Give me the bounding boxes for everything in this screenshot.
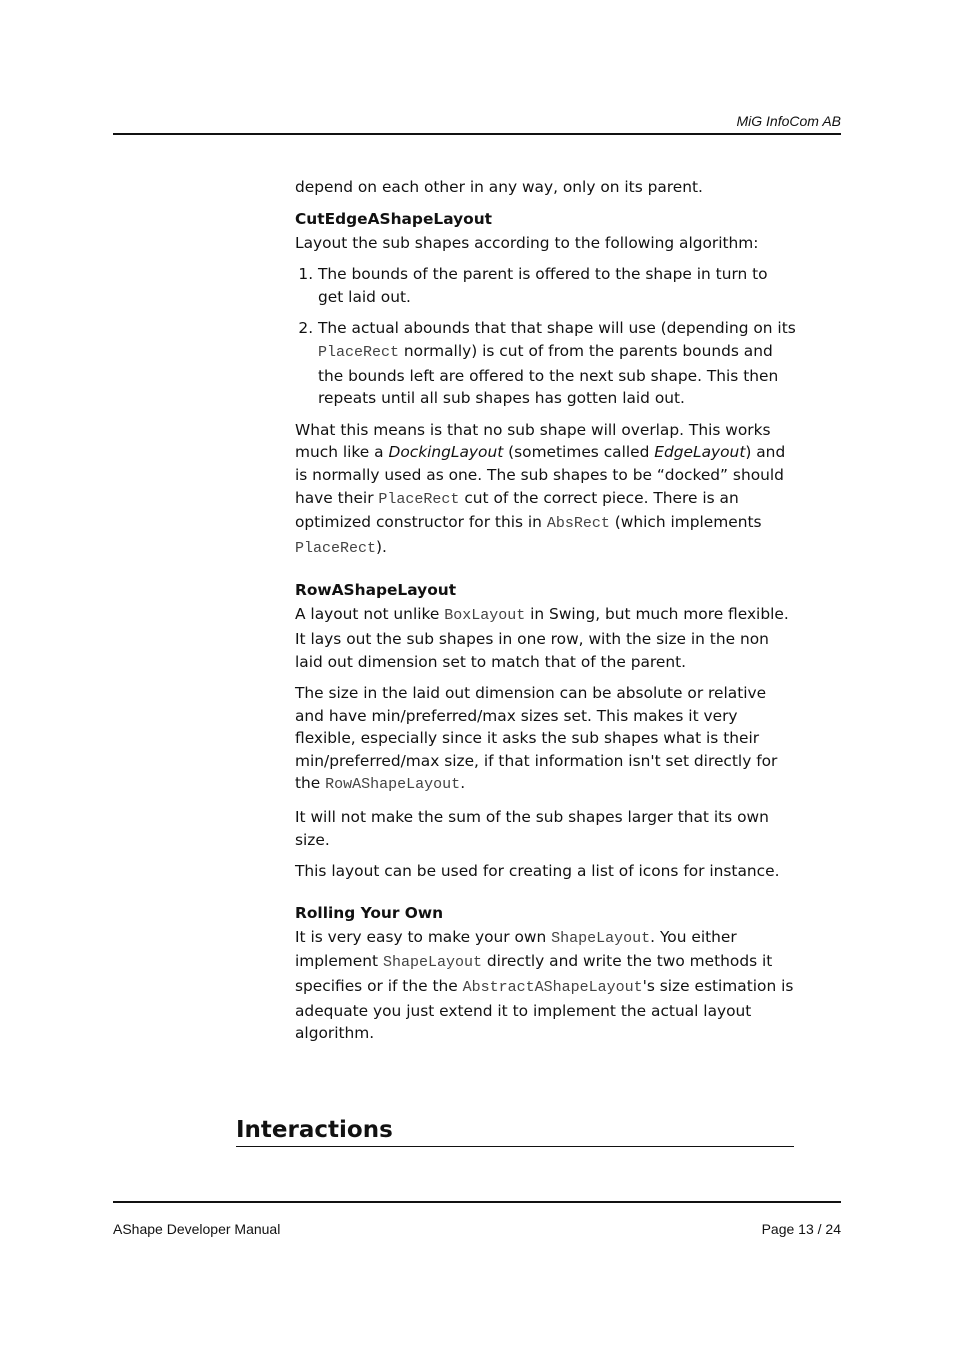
rolling-heading: Rolling Your Own (295, 903, 444, 922)
edge-layout-term: EdgeLayout (654, 443, 746, 462)
code-shapelayout: ShapeLayout (382, 954, 482, 972)
text-run: (which implements (609, 513, 762, 532)
cutedge-heading: CutEdgeAShapeLayout (295, 209, 493, 228)
code-rowashapelayout: RowAShapeLayout (325, 776, 461, 794)
row-paragraph-3: It will not make the sum of the sub shapes larger that its own size. (295, 808, 769, 849)
header-rule (113, 133, 841, 135)
cutedge-steps (295, 263, 797, 410)
text-run: . You either implement (295, 927, 737, 971)
cutedge-lead: Layout the sub shapes according to the following algorithm: (295, 233, 759, 252)
footer-page-number: Page 13 / 24 (761, 1221, 841, 1237)
text-run: ). (376, 537, 387, 556)
row-paragraph-1 (295, 603, 797, 673)
row-heading: RowAShapeLayout (295, 581, 457, 600)
text-run: (sometimes called (503, 443, 655, 462)
text-run: directly and write the two methods it specifies or if the the (295, 952, 773, 996)
text-run: ) and is normally used as one. The sub shapes to be “docked” should have their (295, 443, 786, 507)
footer-doc-title: AShape Developer Manual (113, 1221, 281, 1237)
code-placerect: PlaceRect (378, 490, 460, 508)
code-placerect: PlaceRect (318, 343, 400, 361)
header-company: MiG InfoCom AB (736, 113, 841, 129)
code-boxlayout: BoxLayout (444, 607, 526, 625)
section-heading: Interactions (236, 1115, 794, 1147)
text-run: What this means is that no sub shape will overlap. This works much like a (295, 420, 771, 462)
code-placerect: PlaceRect (295, 539, 377, 557)
text-run: . (460, 774, 466, 793)
text-run: normally) is cut of from the parents bounds and the bounds left are offered to the next sub shape. This then repeats until all sub shapes has gotten laid out. (318, 341, 779, 408)
cutedge-step-2 (318, 317, 797, 409)
docking-layout-term: DockingLayout (388, 443, 504, 462)
text-run: A layout not unlike (295, 605, 445, 624)
text-run: It is very easy to make your own (295, 927, 552, 946)
row-paragraph-2 (295, 682, 797, 797)
cutedge-step-1: 1. The bounds of the parent is offered to the shape in turn to get laid out. (318, 263, 797, 308)
code-abstractashapelayout: AbstractAShapeLayout (462, 979, 643, 997)
cutedge-paragraph (295, 419, 797, 561)
page-content (295, 176, 797, 1054)
row-paragraph-4: This layout can be used for creating a list of icons for instance. (295, 862, 780, 881)
footer-rule (113, 1201, 841, 1203)
code-shapelayout: ShapeLayout (551, 929, 651, 947)
text-run: The size in the laid out dimension can be absolute or relative and have min/preferred/max sizes set. This makes it very flexible, especially since it asks the sub shapes what is their min/preferred/max size, if that information isn't set directly for the (295, 684, 778, 793)
intro-text: depend on each other in any way, only on its parent. (295, 178, 703, 196)
rolling-paragraph (295, 926, 797, 1045)
text-run: cut of the correct piece. There is an optimized constructor for this in (295, 488, 739, 532)
text-run: The actual abounds that that shape will use (depending on its (318, 319, 796, 338)
code-absrect: AbsRect (546, 515, 610, 533)
text-run: in Swing, but much more flexible. It lays out the sub shapes in one row, with the size in the non laid out dimension set to match that of the parent. (295, 605, 789, 671)
text-run: 's size estimation is adequate you just extend it to implement the actual layout algorithm. (295, 977, 794, 1043)
